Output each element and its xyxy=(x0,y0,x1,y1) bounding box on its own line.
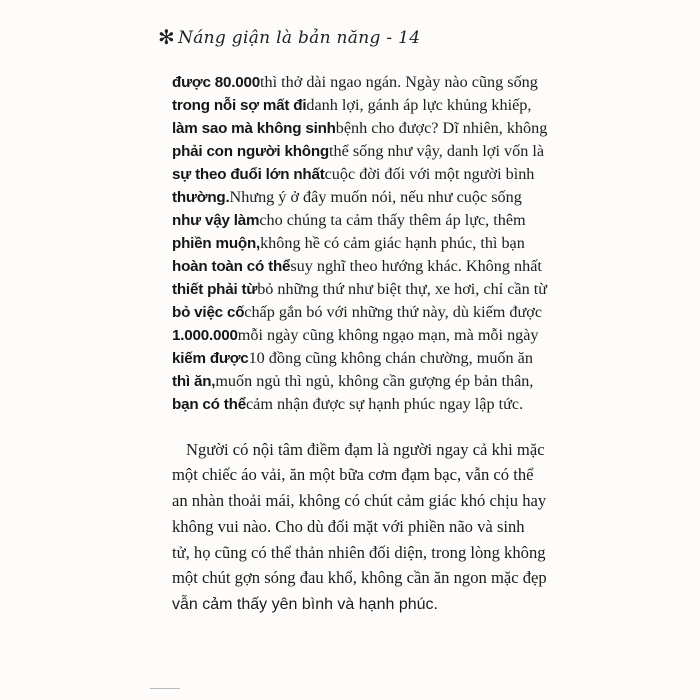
text-span: thể sống như vậy, danh lợi vốn là xyxy=(329,142,545,160)
text-span: làm sao mà không sinh xyxy=(172,120,336,137)
text-line xyxy=(172,95,531,116)
text-line xyxy=(172,233,525,254)
text-line xyxy=(172,118,547,139)
text-line xyxy=(172,141,544,162)
text-line: không vui nào. Cho dù đối mặt với phiền não và sinh xyxy=(172,517,525,536)
header-title: Náng giận là bản năng - 14 xyxy=(178,28,421,48)
text-span: sự theo đuổi lớn nhất xyxy=(172,166,325,183)
text-span: danh lợi, gánh áp lực khủng khiếp, xyxy=(306,96,532,114)
text-line xyxy=(172,394,523,415)
text-span: 10 đồng cũng không chán chường, muốn ăn xyxy=(248,349,533,367)
page-edge-mark xyxy=(150,688,180,689)
text-span: thì ăn, xyxy=(172,373,216,390)
text-line: vẫn cảm thấy yên bình và hạnh phúc. xyxy=(172,596,438,613)
text-line xyxy=(172,187,522,208)
text-span: như vậy làm xyxy=(172,212,260,229)
text-span: bỏ việc cố xyxy=(172,304,245,321)
running-header xyxy=(158,25,420,49)
text-line xyxy=(172,371,533,392)
flower-ornament-icon: ✻ xyxy=(158,25,176,49)
text-line xyxy=(172,325,539,346)
text-line: an nhàn thoải mái, không có chút cảm giác khó chịu hay xyxy=(172,491,547,510)
text-line: một chút gợn sóng đau khổ, không cần ăn ngon mặc đẹp xyxy=(172,568,547,587)
text-span: hoàn toàn có thể xyxy=(172,258,291,275)
text-span: thì thở dài ngao ngán. Ngày nào cũng sống xyxy=(260,73,538,91)
text-line xyxy=(172,164,534,185)
text-span: trong nỗi sợ mất đi xyxy=(172,97,307,114)
text-span: được 80.000 xyxy=(172,74,260,91)
text-span: mỗi ngày cũng không ngạo mạn, mà mỗi ngày xyxy=(237,326,539,344)
text-line xyxy=(172,302,542,323)
text-line: tử, họ cũng có thể thản nhiên đối diện, trong lòng không xyxy=(172,543,546,562)
text-span: muốn ngủ thì ngủ, không cần gượng ép bản thân, xyxy=(215,372,534,390)
text-span: bệnh cho được? Dĩ nhiên, không xyxy=(335,119,548,137)
text-span: bỏ những thứ như biệt thự, xe hơi, chỉ cần từ xyxy=(257,280,547,298)
text-span: không hề có cảm giác hạnh phúc, thì bạn xyxy=(260,234,525,252)
text-span: thiết phải từ xyxy=(172,281,258,298)
text-line xyxy=(172,348,533,369)
text-span: cuộc đời đối với một người bình xyxy=(324,165,535,183)
text-span: bạn có thể xyxy=(172,396,246,413)
text-span: cho chúng ta cảm thấy thêm áp lực, thêm xyxy=(259,211,526,229)
text-span: kiếm được xyxy=(172,350,249,367)
text-span: 1.000.000 xyxy=(172,327,238,344)
text-span: Nhưng ý ở đây muốn nói, nếu như cuộc sống xyxy=(229,188,522,206)
text-line xyxy=(172,210,526,231)
text-span: chấp gắn bó với những thứ này, dù kiếm được xyxy=(244,303,543,321)
text-line xyxy=(172,256,542,277)
text-span: thường. xyxy=(172,189,230,206)
text-span: suy nghĩ theo hướng khác. Không nhất xyxy=(290,257,542,275)
text-span: phải con người không xyxy=(172,143,330,160)
text-line xyxy=(172,72,538,93)
text-line: Người có nội tâm điềm đạm là người ngay cả khi mặc xyxy=(186,440,545,459)
text-line: một chiếc áo vải, ăn một bữa cơm đạm bạc, vẫn có thể xyxy=(172,465,534,484)
text-line xyxy=(172,279,547,300)
text-span: cảm nhận được sự hạnh phúc ngay lập tức. xyxy=(245,395,524,413)
text-span: phiền muộn, xyxy=(172,235,261,252)
